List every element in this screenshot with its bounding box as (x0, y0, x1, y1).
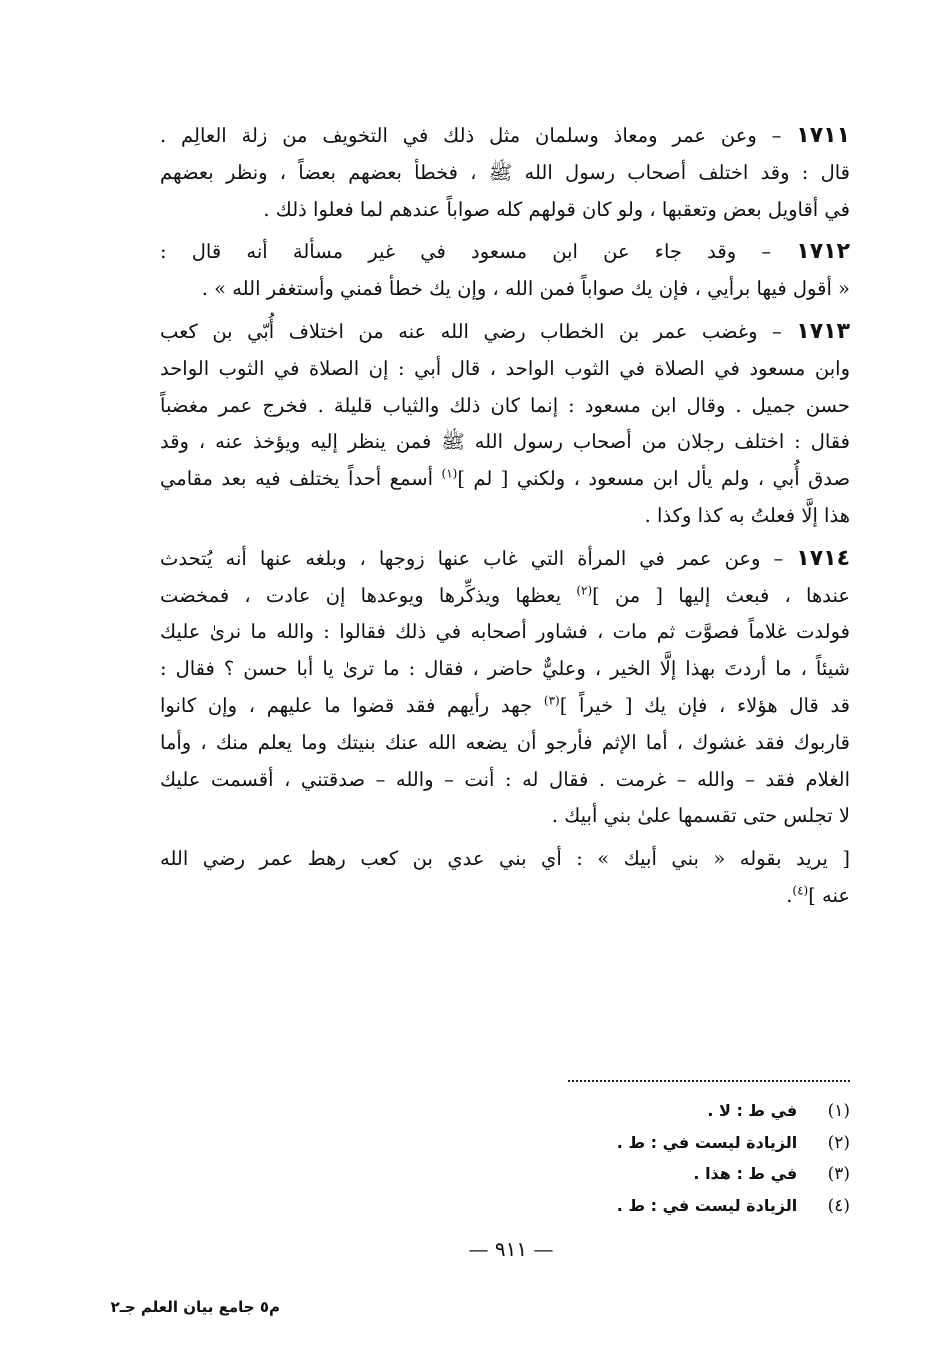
line-text-continued: يعظها ويذكِّرها ويوعدها إن عادت ، فمخضت (160, 583, 577, 607)
paragraph-start-line (160, 314, 850, 351)
text-line (160, 878, 850, 915)
line-text: « أقول فيها برأيي ، فإن يك صواباً فمن الله ، وإن يك خطأ فمني وأستغفر الله » . (201, 277, 850, 301)
footnote-text: الزيادة ليست في : ط . (616, 1132, 798, 1152)
line-text: في أقاويل بعض وتعقبها ، ولو كان قولهم كله صواباً عندهم لما فعلوا ذلك . (263, 197, 850, 221)
text-line (160, 578, 850, 615)
footnotes (350, 1095, 850, 1221)
footnote-reference[interactable]: (٢) (576, 583, 593, 598)
line-text: فولدت غلاماً فصوَّت ثم مات ، فشاور أصحابه في ذلك فقالوا : والله ما نرىٰ عليك (160, 620, 850, 644)
line-text: هذا إلَّا فعلتُ به كذا وكذا . (644, 503, 850, 527)
signature-mark: م٥ جامع بيان العلم جـ٢ (110, 1298, 280, 1316)
footnote-number: (٣) (827, 1164, 850, 1184)
line-text: حسن جميل . وقال ابن مسعود : إنما كان ذلك والثياب قليلة . فخرج عمر مغضباً (160, 393, 850, 417)
line-text: قال : وقد اختلف أصحاب رسول الله ﷺ ، فخطأ بعضهم بعضاً ، ونظر بعضهم (160, 160, 850, 184)
text-line (160, 762, 850, 799)
footnote-reference[interactable]: (١) (441, 466, 458, 481)
line-text: – وعن عمر في المرأة التي غاب عنها زوجها ، وبلغه عنها أنه يُتحدث (160, 546, 797, 570)
footnote-text: في ط : لا . (707, 1101, 798, 1120)
text-line (160, 271, 850, 308)
line-text: فقال : اختلف رجلان من أصحاب رسول الله ﷺ فمن ينظر إليه ويؤخذ عنه ، وقد (160, 430, 850, 454)
footnote-reference[interactable]: (٤) (792, 883, 809, 898)
line-text: لا تجلس حتى تقسمها علىٰ بني أبيك . (551, 804, 850, 828)
line-text: وابن مسعود في الصلاة في الثوب الواحد ، قال أبي : إن الصلاة في الثوب الواحد (160, 356, 850, 380)
text-line (160, 351, 850, 388)
line-text: [ يريد بقوله « بني أبيك » : أي بني عدي بن كعب رهط عمر رضي الله (160, 847, 850, 871)
line-text: قد قال هؤلاء ، فإن يك [ خيراً ] (559, 693, 851, 717)
text-line (160, 688, 850, 725)
text-line (160, 798, 850, 835)
text-line (160, 725, 850, 762)
line-text: صدق أُبي ، ولم يأل ابن مسعود ، ولكني [ لم ] (457, 467, 850, 491)
entry-number: ١٧١١ (796, 123, 850, 148)
entry-number: ١٧١٢ (796, 239, 850, 265)
entry-number: ١٧١٤ (796, 545, 850, 571)
footnote-text: في ط : هذا . (693, 1164, 798, 1183)
paragraph-start-line (160, 234, 850, 271)
paragraph-start-line (160, 541, 850, 578)
line-text-continued: أسمع أحداً يختلف فيه بعد مقامي (160, 467, 442, 491)
line-text: – وقد جاء عن ابن مسعود في غير مسألة أنه قال : (160, 240, 797, 264)
text-line (160, 498, 850, 535)
line-text: عنه ] (808, 883, 850, 907)
main-text (160, 118, 850, 915)
footnote-number: (٢) (827, 1132, 850, 1153)
line-text: الغلام فقد – والله – غرمت . فقال له : أنت – والله – صدقتني ، أقسمت عليك (160, 767, 850, 791)
text-line (160, 192, 850, 229)
line-text: شيئاً ، ما أردتَ بهذا إلَّا الخير ، وعليٌّ حاضر ، فقال : ما ترىٰ يا أبا حسن ؟ فقال : (160, 657, 850, 681)
footnote-text: الزيادة ليست في : ط . (616, 1195, 798, 1215)
line-text: – وغضب عمر بن الخطاب رضي الله عنه من اختلاف أُبّي بن كعب (160, 319, 797, 343)
line-text-continued: جهد رأيهم فقد قضوا ما عليهم ، وإن كانوا (160, 693, 544, 717)
text-line (160, 614, 850, 651)
line-text: عندها ، فبعث إليها [ من ] (592, 583, 850, 607)
paragraph-start-line (160, 118, 850, 155)
footnote-item (350, 1127, 850, 1159)
footnote-number: (١) (827, 1101, 850, 1121)
line-text-continued: . (786, 883, 793, 907)
footnote-item (350, 1158, 850, 1190)
text-line (160, 651, 850, 688)
footnote-reference[interactable]: (٣) (543, 693, 560, 708)
footnote-separator (568, 1080, 850, 1082)
text-line (160, 155, 850, 192)
text-line (160, 388, 850, 425)
footnote-item (350, 1190, 850, 1222)
text-line (160, 424, 850, 461)
line-text: – وعن عمر ومعاذ وسلمان مثل ذلك في التخويف من زلة العالِم . (160, 124, 797, 147)
page-number: — ٩١١ — (468, 1237, 554, 1261)
entry-number: ١٧١٣ (796, 318, 850, 344)
paragraph-start-line (160, 841, 850, 878)
footnote-item (350, 1095, 850, 1127)
line-text: قاربوك فقد غشوك ، أما الإثم فأرجو أن يضعه الله عنك بنيتك وما يعلم منك ، وأما (160, 730, 850, 754)
footnote-number: (٤) (827, 1195, 850, 1216)
text-line (160, 461, 850, 498)
